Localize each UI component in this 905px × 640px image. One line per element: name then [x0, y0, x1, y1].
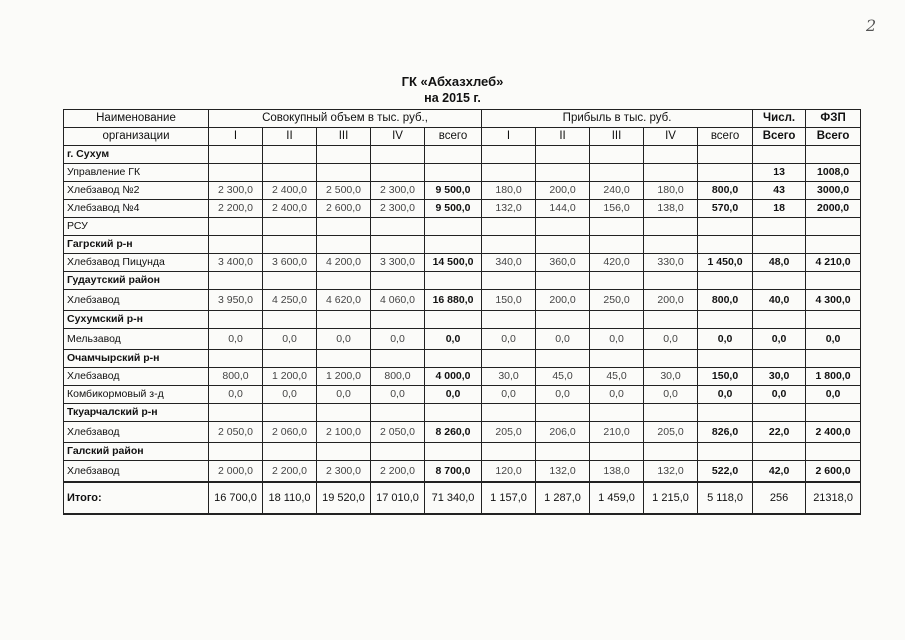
vol-q4-cell: 800,0	[371, 368, 425, 386]
prof-q3-cell	[590, 236, 644, 254]
prof-q2-cell	[536, 272, 590, 290]
count-cell	[753, 350, 806, 368]
vol-total-cell: 16 880,0	[425, 290, 482, 311]
fzp-cell: 1008,0	[806, 164, 861, 182]
row-name: Хлебзавод	[64, 461, 209, 483]
vol-q3-cell: 2 600,0	[317, 200, 371, 218]
vol-total-cell	[425, 443, 482, 461]
prof-q1-cell	[482, 272, 536, 290]
prof-q3-cell	[590, 350, 644, 368]
document-subtitle: на 2015 г.	[424, 91, 481, 105]
prof-total-cell	[698, 404, 753, 422]
prof-q4-cell: 330,0	[644, 254, 698, 272]
table-row	[64, 182, 861, 200]
vol-q4-cell	[371, 218, 425, 236]
vol-q2-cell: 3 600,0	[263, 254, 317, 272]
prof-q1-cell	[482, 218, 536, 236]
prof-q2-cell	[536, 443, 590, 461]
vol-q3-cell: 2 100,0	[317, 422, 371, 443]
prof-total-cell	[698, 218, 753, 236]
prof-total-cell: 800,0	[698, 182, 753, 200]
prof-q4-cell	[644, 164, 698, 182]
prof-q2-cell	[536, 146, 590, 164]
prof-total-cell: 522,0	[698, 461, 753, 483]
count-cell	[753, 404, 806, 422]
prof-q3-cell: 138,0	[590, 461, 644, 483]
vol-q4-cell	[371, 146, 425, 164]
vol-q3-cell	[317, 146, 371, 164]
prof-total-cell	[698, 272, 753, 290]
header-prof-total: всего	[698, 128, 753, 146]
count-cell	[753, 443, 806, 461]
vol-q1-cell	[209, 311, 263, 329]
header-name-line1: Наименование	[64, 110, 209, 128]
fzp-cell: 2 600,0	[806, 461, 861, 483]
vol-q1-cell: 800,0	[209, 368, 263, 386]
vol-q3-cell	[317, 272, 371, 290]
prof-q4-cell	[644, 443, 698, 461]
vol-q4-cell: 4 060,0	[371, 290, 425, 311]
vol-total-cell: 9 500,0	[425, 200, 482, 218]
vol-q2-cell	[263, 164, 317, 182]
vol-q1-cell	[209, 236, 263, 254]
header-row-2	[64, 128, 861, 146]
vol-q1-cell: 2 200,0	[209, 200, 263, 218]
header-prof-q4: IV	[644, 128, 698, 146]
vol-q2-cell: 2 400,0	[263, 182, 317, 200]
prof-q4-cell	[644, 218, 698, 236]
vol-q4-cell: 2 300,0	[371, 200, 425, 218]
vol-q4-cell	[371, 164, 425, 182]
vol-q1-cell	[209, 218, 263, 236]
vol-q4-cell	[371, 350, 425, 368]
header-name-line2: организации	[64, 128, 209, 146]
prof-q3-cell	[590, 311, 644, 329]
prof-q4-cell: 200,0	[644, 290, 698, 311]
prof-q3-cell	[590, 218, 644, 236]
prof-total-cell: 0,0	[698, 329, 753, 350]
header-prof-q2: II	[536, 128, 590, 146]
prof-total-cell	[698, 164, 753, 182]
prof-q4-cell	[644, 311, 698, 329]
vol-total-cell	[425, 311, 482, 329]
vol-q3-cell	[317, 164, 371, 182]
total-count: 256	[753, 482, 806, 514]
table-row	[64, 254, 861, 272]
prof-q1-cell: 0,0	[482, 386, 536, 404]
vol-q4-cell	[371, 311, 425, 329]
vol-q1-cell	[209, 146, 263, 164]
vol-q3-cell	[317, 218, 371, 236]
total-label: Итого:	[64, 482, 209, 514]
prof-q2-cell: 206,0	[536, 422, 590, 443]
table-row	[64, 461, 861, 483]
total-prof-q3: 1 459,0	[590, 482, 644, 514]
vol-q1-cell: 2 300,0	[209, 182, 263, 200]
prof-q3-cell: 0,0	[590, 386, 644, 404]
prof-q4-cell: 0,0	[644, 386, 698, 404]
vol-total-cell	[425, 350, 482, 368]
vol-q2-cell: 2 200,0	[263, 461, 317, 483]
prof-q2-cell: 200,0	[536, 182, 590, 200]
row-name: г. Сухум	[64, 146, 209, 164]
count-cell: 42,0	[753, 461, 806, 483]
prof-q1-cell	[482, 350, 536, 368]
prof-q2-cell: 45,0	[536, 368, 590, 386]
vol-q3-cell	[317, 350, 371, 368]
prof-total-cell	[698, 236, 753, 254]
vol-q1-cell: 3 950,0	[209, 290, 263, 311]
prof-q4-cell: 0,0	[644, 329, 698, 350]
vol-total-cell	[425, 236, 482, 254]
total-vol-sum: 71 340,0	[425, 482, 482, 514]
table-row	[64, 290, 861, 311]
vol-q1-cell: 0,0	[209, 329, 263, 350]
row-name: Гагрский р-н	[64, 236, 209, 254]
count-cell	[753, 146, 806, 164]
section-row	[64, 146, 861, 164]
count-cell: 22,0	[753, 422, 806, 443]
prof-q2-cell	[536, 164, 590, 182]
vol-q4-cell	[371, 404, 425, 422]
count-cell: 40,0	[753, 290, 806, 311]
prof-q3-cell	[590, 404, 644, 422]
header-vol-total: всего	[425, 128, 482, 146]
header-count-total: Всего	[753, 128, 806, 146]
prof-q1-cell	[482, 236, 536, 254]
prof-total-cell	[698, 350, 753, 368]
total-vol-q1: 16 700,0	[209, 482, 263, 514]
header-vol-q2: II	[263, 128, 317, 146]
count-cell	[753, 236, 806, 254]
prof-q3-cell	[590, 164, 644, 182]
vol-q3-cell	[317, 404, 371, 422]
prof-q3-cell	[590, 443, 644, 461]
prof-q2-cell	[536, 236, 590, 254]
prof-q1-cell: 132,0	[482, 200, 536, 218]
row-name: Хлебзавод	[64, 422, 209, 443]
vol-q2-cell: 4 250,0	[263, 290, 317, 311]
vol-q2-cell: 2 060,0	[263, 422, 317, 443]
table-body	[64, 146, 861, 483]
header-fzp: ФЗП	[806, 110, 861, 128]
prof-q2-cell: 360,0	[536, 254, 590, 272]
section-row	[64, 272, 861, 290]
section-row	[64, 443, 861, 461]
prof-q3-cell: 45,0	[590, 368, 644, 386]
prof-total-cell	[698, 311, 753, 329]
vol-total-cell: 4 000,0	[425, 368, 482, 386]
prof-q3-cell	[590, 272, 644, 290]
row-name: Ткуарчалский р-н	[64, 404, 209, 422]
row-name: Мельзавод	[64, 329, 209, 350]
prof-q4-cell	[644, 146, 698, 164]
table-row	[64, 329, 861, 350]
vol-q3-cell: 2 500,0	[317, 182, 371, 200]
fzp-cell	[806, 311, 861, 329]
count-cell	[753, 218, 806, 236]
prof-q4-cell: 180,0	[644, 182, 698, 200]
count-cell	[753, 311, 806, 329]
section-row	[64, 311, 861, 329]
vol-q2-cell	[263, 146, 317, 164]
header-profit-group: Прибыль в тыс. руб.	[482, 110, 753, 128]
fzp-cell: 2000,0	[806, 200, 861, 218]
vol-total-cell: 8 700,0	[425, 461, 482, 483]
vol-total-cell: 0,0	[425, 329, 482, 350]
vol-q1-cell	[209, 272, 263, 290]
vol-q1-cell	[209, 443, 263, 461]
vol-total-cell	[425, 164, 482, 182]
header-count: Числ.	[753, 110, 806, 128]
vol-q3-cell: 1 200,0	[317, 368, 371, 386]
budget-table	[63, 109, 861, 515]
count-cell: 0,0	[753, 386, 806, 404]
prof-q3-cell: 0,0	[590, 329, 644, 350]
count-cell: 18	[753, 200, 806, 218]
prof-total-cell: 800,0	[698, 290, 753, 311]
count-cell: 30,0	[753, 368, 806, 386]
table-row	[64, 422, 861, 443]
header-vol-q4: IV	[371, 128, 425, 146]
vol-total-cell	[425, 272, 482, 290]
prof-q3-cell: 240,0	[590, 182, 644, 200]
vol-q4-cell	[371, 236, 425, 254]
row-name: Гудаутский район	[64, 272, 209, 290]
total-row	[64, 482, 861, 514]
vol-total-cell: 14 500,0	[425, 254, 482, 272]
row-name: Управление ГК	[64, 164, 209, 182]
vol-q3-cell	[317, 236, 371, 254]
vol-total-cell: 0,0	[425, 386, 482, 404]
fzp-cell	[806, 350, 861, 368]
total-vol-q3: 19 520,0	[317, 482, 371, 514]
vol-q2-cell: 0,0	[263, 386, 317, 404]
prof-q1-cell: 205,0	[482, 422, 536, 443]
vol-q4-cell: 2 300,0	[371, 182, 425, 200]
count-cell: 48,0	[753, 254, 806, 272]
vol-q2-cell	[263, 236, 317, 254]
prof-total-cell: 570,0	[698, 200, 753, 218]
prof-q1-cell	[482, 146, 536, 164]
vol-q4-cell	[371, 272, 425, 290]
fzp-cell	[806, 404, 861, 422]
vol-q2-cell	[263, 404, 317, 422]
row-name: Комбикормовый з-д	[64, 386, 209, 404]
total-prof-q2: 1 287,0	[536, 482, 590, 514]
section-row	[64, 236, 861, 254]
total-fzp: 21318,0	[806, 482, 861, 514]
vol-q2-cell	[263, 443, 317, 461]
prof-q3-cell	[590, 146, 644, 164]
prof-q1-cell: 30,0	[482, 368, 536, 386]
header-row-1	[64, 110, 861, 128]
section-row	[64, 350, 861, 368]
total-prof-sum: 5 118,0	[698, 482, 753, 514]
prof-total-cell: 150,0	[698, 368, 753, 386]
vol-total-cell	[425, 146, 482, 164]
prof-q2-cell	[536, 404, 590, 422]
fzp-cell	[806, 443, 861, 461]
vol-q2-cell	[263, 350, 317, 368]
vol-q2-cell: 0,0	[263, 329, 317, 350]
prof-q3-cell: 210,0	[590, 422, 644, 443]
row-name: Хлебзавод Пицунда	[64, 254, 209, 272]
prof-q2-cell: 132,0	[536, 461, 590, 483]
count-cell: 13	[753, 164, 806, 182]
document-title: ГК «Абхазхлеб»	[401, 74, 504, 89]
prof-q1-cell	[482, 311, 536, 329]
vol-q1-cell: 2 000,0	[209, 461, 263, 483]
prof-total-cell: 826,0	[698, 422, 753, 443]
vol-q2-cell: 2 400,0	[263, 200, 317, 218]
fzp-cell: 1 800,0	[806, 368, 861, 386]
row-name: Хлебзавод №2	[64, 182, 209, 200]
prof-q2-cell	[536, 311, 590, 329]
vol-total-cell	[425, 218, 482, 236]
vol-q3-cell: 4 200,0	[317, 254, 371, 272]
prof-q4-cell: 205,0	[644, 422, 698, 443]
prof-q1-cell	[482, 404, 536, 422]
vol-total-cell: 9 500,0	[425, 182, 482, 200]
prof-q2-cell: 144,0	[536, 200, 590, 218]
total-vol-q4: 17 010,0	[371, 482, 425, 514]
prof-q2-cell: 200,0	[536, 290, 590, 311]
table-row	[64, 386, 861, 404]
vol-q1-cell	[209, 350, 263, 368]
prof-q2-cell	[536, 350, 590, 368]
prof-q4-cell	[644, 272, 698, 290]
header-vol-q3: III	[317, 128, 371, 146]
vol-q3-cell	[317, 443, 371, 461]
vol-q3-cell: 2 300,0	[317, 461, 371, 483]
prof-total-cell: 1 450,0	[698, 254, 753, 272]
row-name: Хлебзавод	[64, 368, 209, 386]
vol-q1-cell	[209, 404, 263, 422]
vol-q4-cell: 0,0	[371, 386, 425, 404]
header-prof-q3: III	[590, 128, 644, 146]
fzp-cell: 0,0	[806, 329, 861, 350]
total-prof-q4: 1 215,0	[644, 482, 698, 514]
prof-q3-cell: 420,0	[590, 254, 644, 272]
fzp-cell: 4 210,0	[806, 254, 861, 272]
vol-q2-cell	[263, 218, 317, 236]
count-cell: 43	[753, 182, 806, 200]
prof-q4-cell	[644, 236, 698, 254]
prof-total-cell	[698, 146, 753, 164]
vol-total-cell: 8 260,0	[425, 422, 482, 443]
prof-q1-cell: 0,0	[482, 329, 536, 350]
vol-q4-cell: 3 300,0	[371, 254, 425, 272]
fzp-cell	[806, 272, 861, 290]
fzp-cell: 0,0	[806, 386, 861, 404]
table-row	[64, 218, 861, 236]
prof-q4-cell	[644, 350, 698, 368]
prof-q3-cell: 156,0	[590, 200, 644, 218]
prof-q1-cell: 340,0	[482, 254, 536, 272]
table-row	[64, 368, 861, 386]
fzp-cell: 4 300,0	[806, 290, 861, 311]
header-volume-group: Совокупный объем в тыс. руб.,	[209, 110, 482, 128]
vol-q1-cell	[209, 164, 263, 182]
vol-q4-cell: 2 200,0	[371, 461, 425, 483]
prof-q2-cell: 0,0	[536, 386, 590, 404]
row-name: Хлебзавод №4	[64, 200, 209, 218]
vol-q1-cell: 2 050,0	[209, 422, 263, 443]
prof-q1-cell: 150,0	[482, 290, 536, 311]
vol-q3-cell	[317, 311, 371, 329]
fzp-cell: 2 400,0	[806, 422, 861, 443]
vol-q3-cell: 0,0	[317, 386, 371, 404]
vol-q4-cell: 2 050,0	[371, 422, 425, 443]
vol-q1-cell: 0,0	[209, 386, 263, 404]
vol-q3-cell: 4 620,0	[317, 290, 371, 311]
vol-q1-cell: 3 400,0	[209, 254, 263, 272]
prof-q2-cell	[536, 218, 590, 236]
page-number: 2	[866, 16, 877, 35]
fzp-cell	[806, 146, 861, 164]
vol-total-cell	[425, 404, 482, 422]
total-prof-q1: 1 157,0	[482, 482, 536, 514]
header-prof-q1: I	[482, 128, 536, 146]
row-name: Очамчырский р-н	[64, 350, 209, 368]
total-vol-q2: 18 110,0	[263, 482, 317, 514]
prof-q4-cell	[644, 404, 698, 422]
prof-total-cell	[698, 443, 753, 461]
count-cell	[753, 272, 806, 290]
vol-q4-cell: 0,0	[371, 329, 425, 350]
prof-q4-cell: 138,0	[644, 200, 698, 218]
prof-q1-cell	[482, 443, 536, 461]
vol-q2-cell	[263, 272, 317, 290]
prof-q1-cell	[482, 164, 536, 182]
row-name: Галский район	[64, 443, 209, 461]
vol-q2-cell: 1 200,0	[263, 368, 317, 386]
table-row	[64, 200, 861, 218]
table-row	[64, 164, 861, 182]
vol-q2-cell	[263, 311, 317, 329]
prof-q4-cell: 30,0	[644, 368, 698, 386]
prof-total-cell: 0,0	[698, 386, 753, 404]
prof-q2-cell: 0,0	[536, 329, 590, 350]
prof-q4-cell: 132,0	[644, 461, 698, 483]
prof-q1-cell: 120,0	[482, 461, 536, 483]
fzp-cell: 3000,0	[806, 182, 861, 200]
header-vol-q1: I	[209, 128, 263, 146]
row-name: РСУ	[64, 218, 209, 236]
row-name: Сухумский р-н	[64, 311, 209, 329]
count-cell: 0,0	[753, 329, 806, 350]
prof-q3-cell: 250,0	[590, 290, 644, 311]
vol-q3-cell: 0,0	[317, 329, 371, 350]
section-row	[64, 404, 861, 422]
fzp-cell	[806, 236, 861, 254]
fzp-cell	[806, 218, 861, 236]
row-name: Хлебзавод	[64, 290, 209, 311]
vol-q4-cell	[371, 443, 425, 461]
prof-q1-cell: 180,0	[482, 182, 536, 200]
header-fzp-total: Всего	[806, 128, 861, 146]
